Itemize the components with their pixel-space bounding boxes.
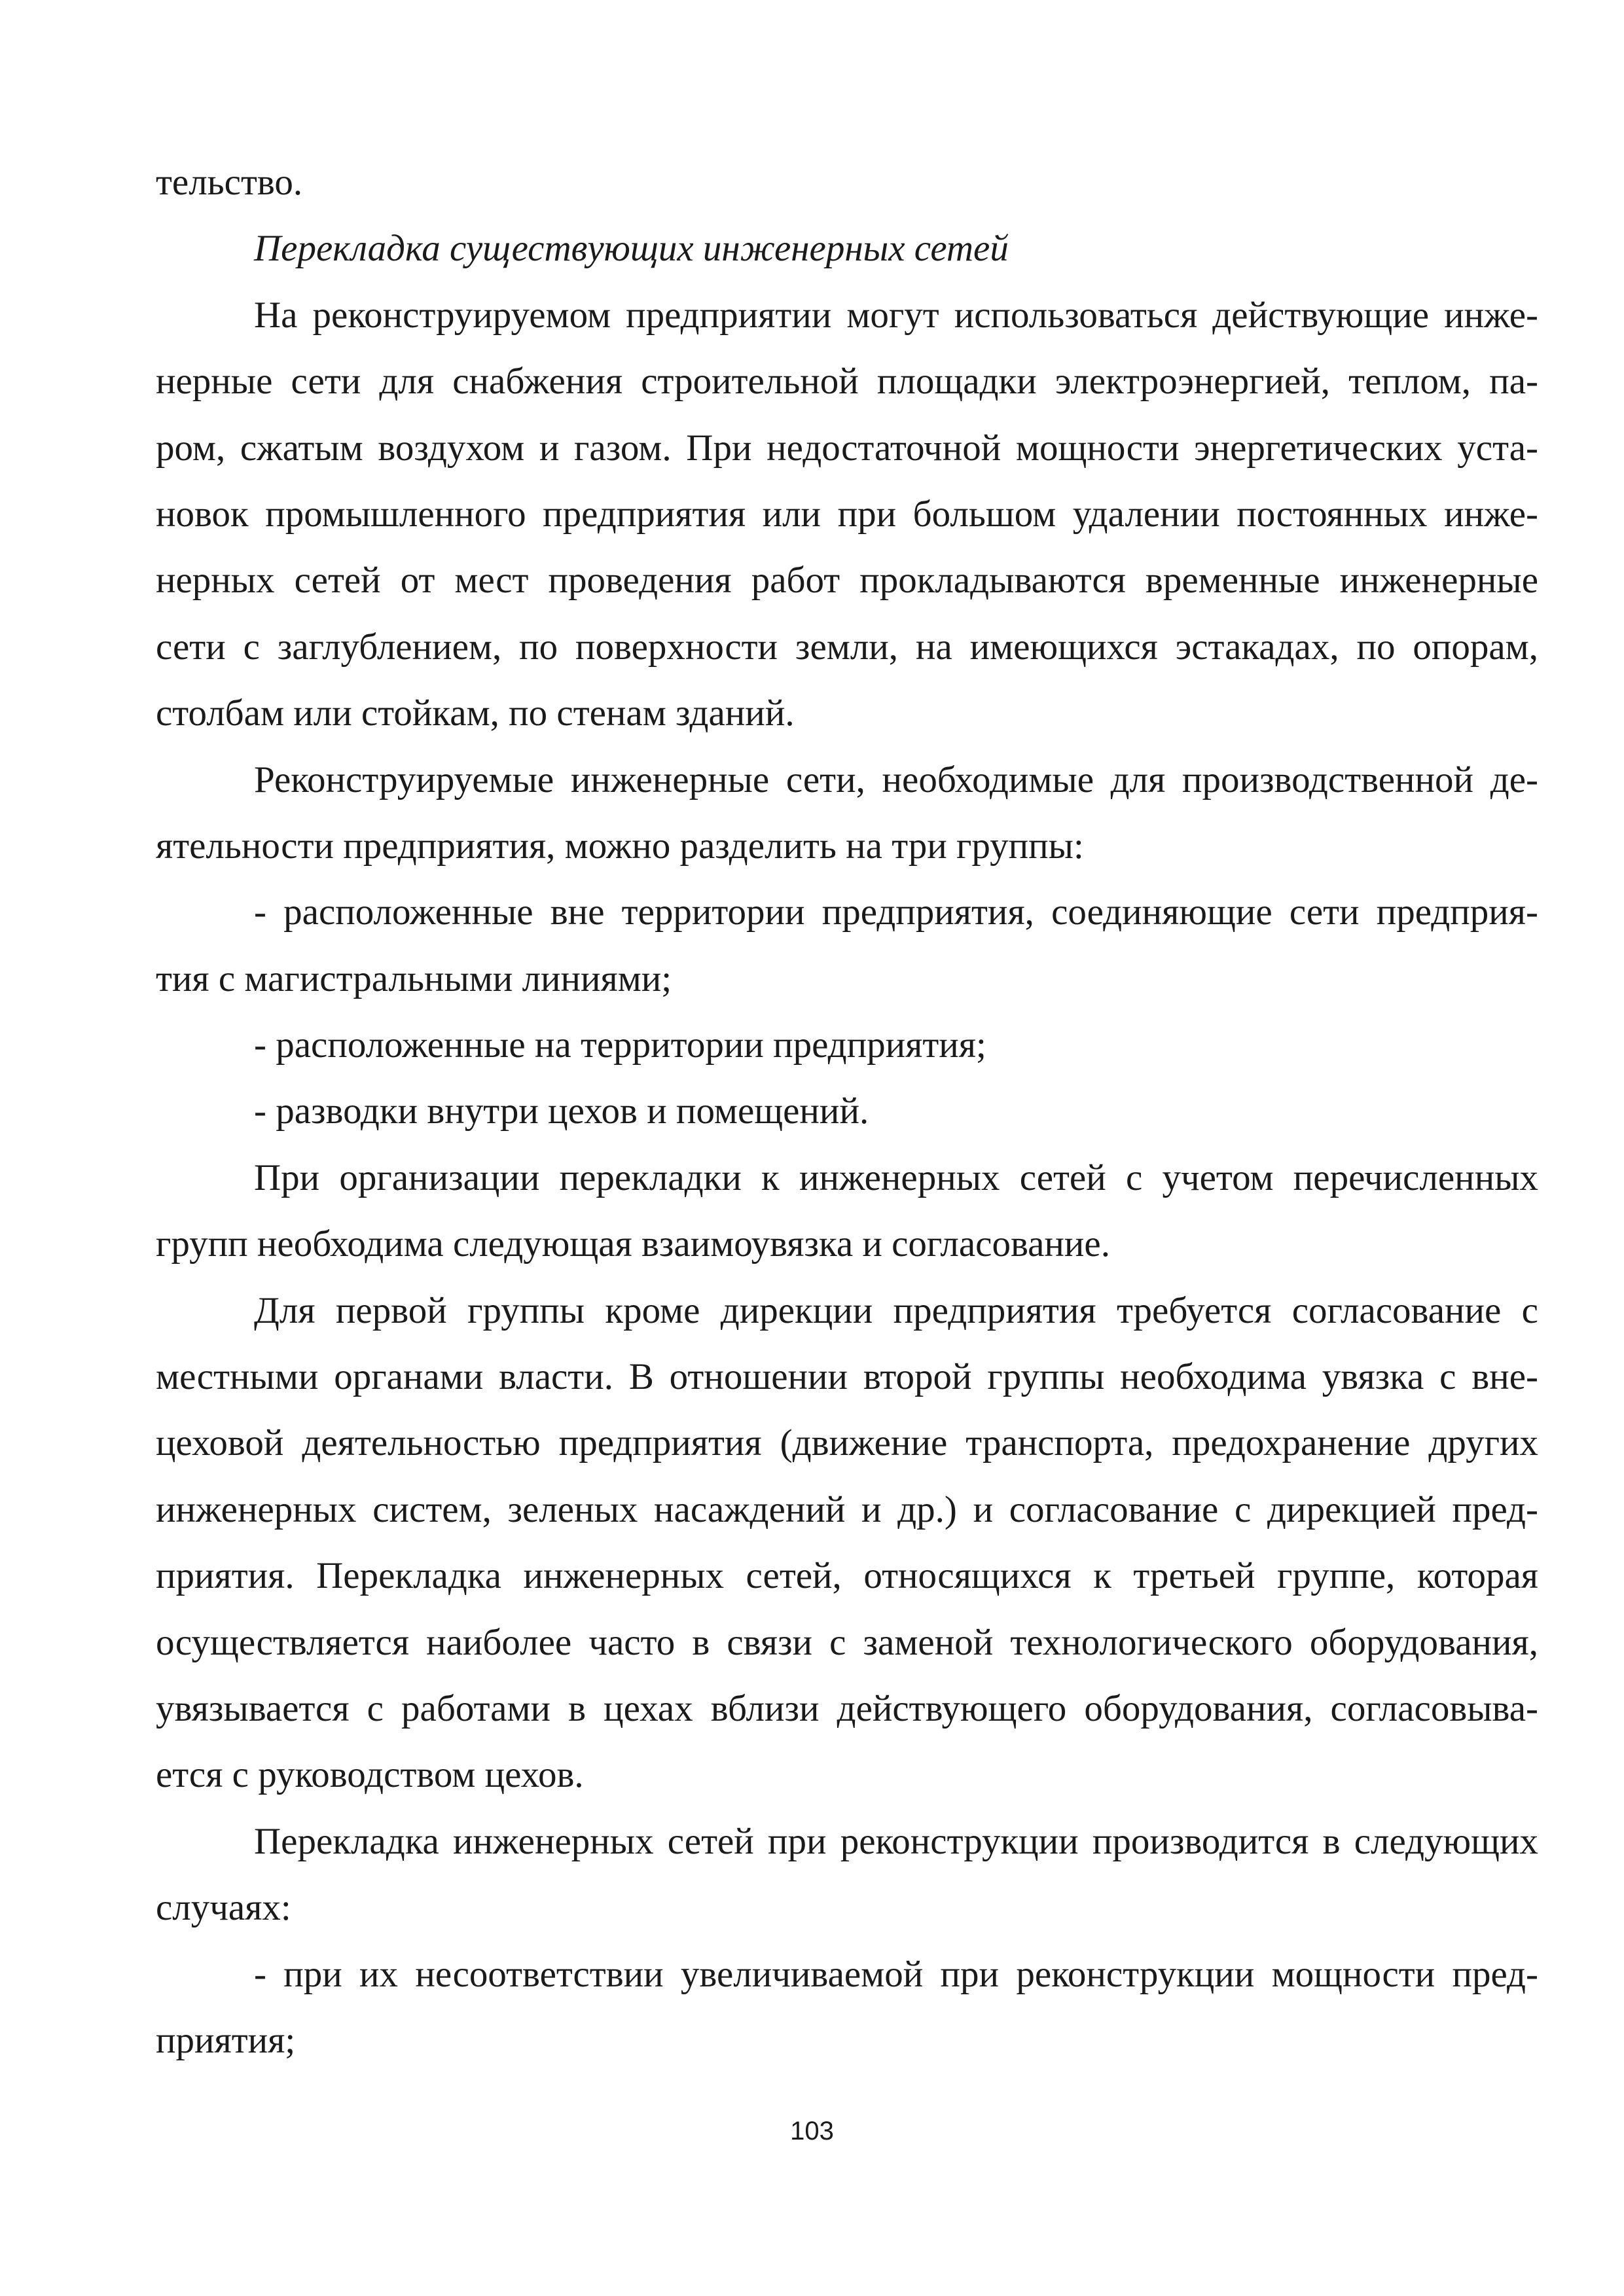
text-line: новок промышленного предприятия или при большом удалении постоянных инже- — [156, 493, 1538, 535]
page-number: 103 — [790, 2117, 834, 2145]
text-line: случаях: — [156, 1887, 291, 1929]
list-item: - расположенные на территории предприятия; — [254, 1024, 986, 1066]
text-line: сети с заглублением, по поверхности земли, на имеющихся эстакадах, по опорам, — [156, 626, 1538, 668]
list-item: - расположенные вне территории предприятия, соединяющие сети предприя- — [254, 891, 1538, 933]
list-item: - разводки внутри цехов и помещений. — [254, 1090, 869, 1132]
text-line: местными органами власти. В отношении второй группы необходима увязка с вне- — [156, 1356, 1538, 1398]
body-text — [156, 149, 1538, 2073]
text-line: тия с магистральными линиями; — [156, 958, 672, 999]
text-line: приятия. Перекладка инженерных сетей, относящихся к третьей группе, которая — [156, 1555, 1538, 1597]
text-line: Реконструируемые инженерные сети, необходимые для производственной де- — [254, 759, 1538, 800]
text-line: нерные сети для снабжения строительной площадки электроэнергией, теплом, па- — [156, 361, 1538, 403]
text-line: На реконструируемом предприятии могут использоваться действующие инже- — [254, 294, 1538, 336]
text-line: приятия; — [156, 2019, 296, 2061]
text-line: осуществляется наиболее часто в связи с заменой технологического оборудования, — [156, 1621, 1538, 1663]
text-line: инженерных систем, зеленых насаждений и др.) и согласование с дирекцией пред- — [156, 1488, 1538, 1530]
text-line: столбам или стойкам, по стенам зданий. — [156, 692, 795, 734]
text-line: ром, сжатым воздухом и газом. При недостаточной мощности энергетических уста- — [156, 427, 1538, 469]
list-item: - при их несоответствии увеличиваемой при реконструкции мощности пред- — [254, 1953, 1538, 1995]
text-line: цеховой деятельностью предприятия (движение транспорта, предохранение других — [156, 1422, 1538, 1464]
text-line: тельство. — [156, 162, 303, 203]
text-line: При организации перекладки к инженерных сетей с учетом перечисленных — [254, 1157, 1538, 1198]
text-line: ятельности предприятия, можно разделить на три группы: — [156, 825, 1084, 867]
section-heading: Перекладка существующих инженерных сетей — [254, 228, 1009, 270]
text-line: увязывается с работами в цехах вблизи действующего оборудования, согласовыва- — [156, 1687, 1538, 1729]
text-line: Для первой группы кроме дирекции предприятия требуется согласование с — [254, 1289, 1538, 1331]
text-line: Перекладка инженерных сетей при реконструкции производится в следующих — [254, 1820, 1538, 1862]
text-line: ется с руководством цехов. — [156, 1754, 584, 1796]
text-line: нерных сетей от мест проведения работ прокладываются временные инженерные — [156, 560, 1538, 601]
text-line: групп необходима следующая взаимоувязка и согласование. — [156, 1223, 1110, 1265]
